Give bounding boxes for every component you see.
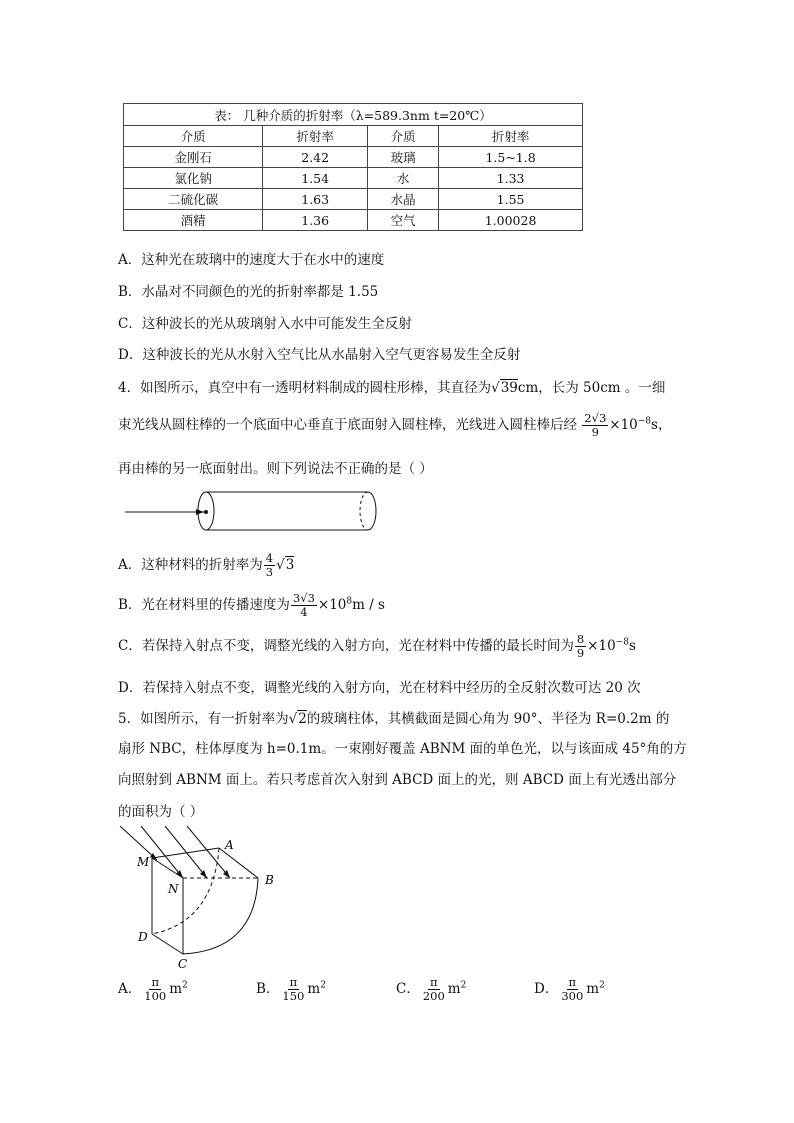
table-cell: 水 [368,168,439,189]
q5-stem-line4: 的面积为（ ） [118,804,204,820]
q4-option-d: D．若保持入射点不变，调整光线的入射方向，光在材料中经历的全反射次数可达 20 次 [118,680,641,696]
table-header: 折射率 [263,126,368,147]
table-caption: 表： 几种介质的折射率（λ=589.3nm t=20℃） [124,104,583,126]
incident-rays [120,826,230,878]
table-cell: 1.36 [263,210,368,231]
table-cell: 1.55 [439,189,583,210]
table-cell: 氯化钠 [124,168,263,189]
q3-option-d: D．这种波长的光从水射入空气比从水晶射入空气更容易发生全反射 [118,347,521,363]
q4-stem-line2: 束光线从圆柱棒的一个底面中心垂直于底面射入圆柱棒，光线进入圆柱棒后经 $\frac{2√3}{9}$ $\times 10^{-8}s$， [118,411,672,440]
cylinder-back-face-visible [368,492,376,530]
q5-stem-line1: 5．如图所示，有一折射率为√2的玻璃柱体，其横截面是圆心角为 90°、半径为 R=0.2m 的 [118,711,670,727]
table-cell: 1.63 [263,189,368,210]
refractive-index-table [123,103,583,231]
table-cell: 1.33 [439,168,583,189]
q5-option-b: B． $\frac{\pi}{150}$ $m^2$ [256,975,326,1004]
arc-AD [152,848,219,934]
table-cell: 酒精 [124,210,263,231]
table-header-row [124,126,583,147]
q4-stem-line1: 4．如图所示，真空中有一透明材料制成的圆柱形棒，其直径为√39cm，长为 50cm 。一细 [118,380,666,396]
table-header: 介质 [368,126,439,147]
table-row [124,189,583,210]
entry-point [204,510,208,514]
q4-text: 束光线从圆柱棒的一个底面中心垂直于底面射入圆柱棒，光线进入圆柱棒后经 [118,417,577,434]
q4-stem-line3: 再由棒的另一底面射出。则下列说法不正确的是（ ） [118,461,433,477]
q5-option-c: C． $\frac{\pi}{200}$ $m^2$ [396,975,467,1004]
cylinder-back-face-hidden [360,492,368,530]
edge-DC [152,934,183,954]
q5-option-a: A． $\frac{\pi}{100}$ $m^2$ [118,975,188,1004]
edge-MN [152,858,183,878]
q4-text: 4．如图所示，真空中有一透明材料制成的圆柱形棒，其直径为 [118,380,492,396]
q4-option-a: A．这种材料的折射率为 $\frac{4}{3}$ √3 [118,551,295,580]
table-header: 折射率 [439,126,583,147]
q4-option-b: B．光在材料里的传播速度为 $\frac{3√3}{4}$ $\times 10^8m / s$ [118,591,385,620]
table-cell: 金刚石 [124,147,263,168]
table-cell: 1.5~1.8 [439,147,583,168]
table-row [124,210,583,231]
q3-option-a: A．这种光在玻璃中的速度大于在水中的速度 [118,252,385,268]
q4-radicand: 39 [500,380,518,396]
table-cell: 水晶 [368,189,439,210]
table-header: 介质 [124,126,263,147]
table-row [124,147,583,168]
q3-option-b: B．水晶对不同颜色的光的折射率都是 1.55 [118,284,379,300]
q5-stem-line3: 向照射到 ABNM 面上。若只考虑首次入射到 ABCD 面上的光，则 ABCD 面上有光透出部分 [118,772,677,788]
q4-option-c: C．若保持入射点不变，调整光线的入射方向，光在材料中传播的最长时间为 $\frac{8}{9}$ $\times 10^{-8}s$ [118,632,636,661]
q4-time-fraction: $\frac{2√3}{9}$ [584,411,607,440]
table-cell: 1.00028 [439,210,583,231]
q4-text: cm，长为 50cm 。一细 [517,380,666,396]
q5-stem-line2: 扇形 NBC，柱体厚度为 h=0.1m。一束刚好覆盖 ABNM 面的单色光，以与该面成 45°角的方 [118,741,687,757]
q3-option-c: C．这种波长的光从玻璃射入水中可能发生全反射 [118,316,412,332]
sector-prism-figure [115,822,285,972]
label-M: M [137,855,150,869]
table-cell: 二硫化碳 [124,189,263,210]
label-C: C [178,957,188,971]
cylinder-figure [120,488,385,538]
label-N: N [168,882,179,896]
arc-BC [183,878,258,954]
label-A: A [225,838,234,852]
ray-arrow [196,509,204,515]
label-B: B [265,873,274,887]
table-cell: 2.42 [263,147,368,168]
q5-option-d: D． $\frac{\pi}{300}$ $m^2$ [534,975,605,1004]
table-cell: 1.54 [263,168,368,189]
label-D: D [138,930,148,944]
table-cell: 玻璃 [368,147,439,168]
table-row [124,168,583,189]
table-cell: 空气 [368,210,439,231]
